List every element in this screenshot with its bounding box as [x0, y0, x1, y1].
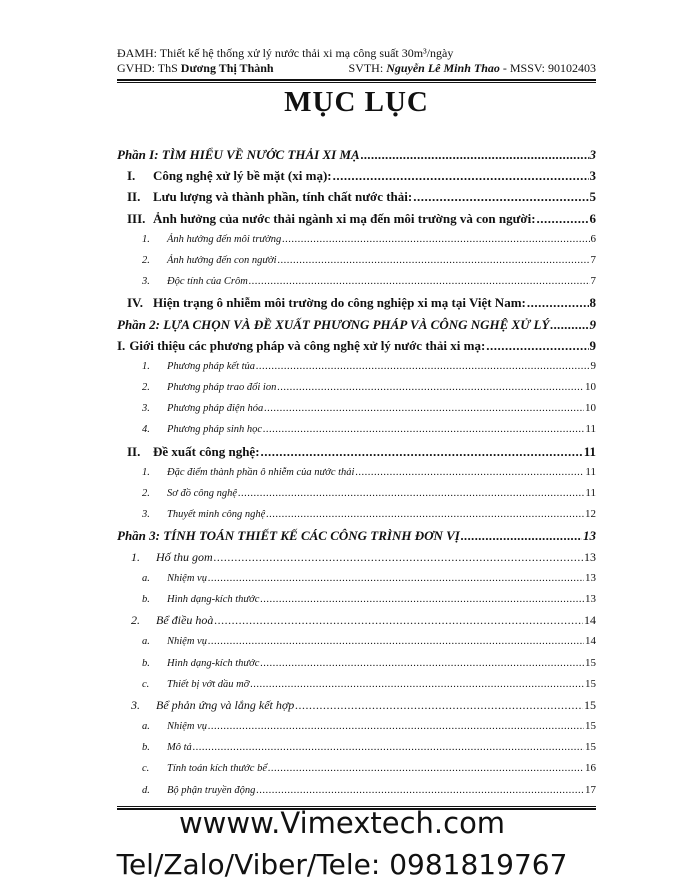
header-people-line — [117, 61, 596, 76]
toc-entry-number: 3. — [142, 509, 150, 521]
toc-entry-label — [142, 250, 277, 271]
toc-entry-label — [142, 631, 207, 652]
header-student: SVTH: Nguyễn Lê Minh Thao - MSSV: 90102403 — [348, 61, 596, 75]
toc-entry-text: Phương pháp điện hóa — [167, 403, 264, 415]
toc-entry-text: Ảnh hưởng của nước thải ngành xi mạ đến môi trường và con người: — [153, 210, 536, 226]
toc-entry[interactable] — [117, 653, 596, 674]
toc-entry-text: Phương pháp trao đổi ion — [167, 382, 277, 394]
toc-entry-text: Lưu lượng và thành phần, tính chất nước thải: — [153, 189, 413, 205]
toc-entry-number: II. — [127, 189, 141, 205]
toc-page-number: 9 — [589, 337, 596, 353]
toc-entry-number: 1. — [131, 549, 140, 564]
toc-entry-text: Bộ phận truyền động — [167, 784, 256, 796]
toc-dot-leader — [260, 653, 584, 674]
advisor-name: Dương Thị Thành — [180, 61, 274, 75]
toc-dot-leader — [214, 610, 583, 631]
toc-page-number: 16 — [585, 762, 596, 775]
toc-entry-number: 3. — [142, 403, 150, 415]
toc-dot-leader — [260, 589, 584, 610]
toc-entry-number: IV. — [127, 295, 144, 311]
toc-page-number: 13 — [584, 549, 596, 564]
toc-entry-text: Mô tả — [167, 742, 192, 754]
toc-entry[interactable] — [117, 144, 596, 165]
toc-dot-leader — [361, 144, 589, 165]
toc-entry[interactable] — [117, 398, 596, 419]
toc-entry-number: d. — [142, 784, 150, 796]
toc-entry[interactable] — [117, 525, 596, 546]
toc-entry[interactable] — [117, 356, 596, 377]
toc-page-number: 17 — [585, 783, 596, 796]
toc-dot-leader — [461, 525, 582, 546]
toc-dot-leader — [277, 377, 584, 398]
toc-entry[interactable] — [117, 631, 596, 652]
toc-entry[interactable] — [117, 462, 596, 483]
toc-page-number: 9 — [590, 359, 596, 372]
header-project-line: ĐAMH: Thiết kế hệ thống xử lý nước thải xi mạ công suất 30m³/ngày — [117, 46, 454, 60]
toc-page-number: 13 — [583, 528, 596, 544]
toc-entry-text: Bể phản ứng và lắng kết hợp — [156, 697, 295, 712]
toc-entry-text: Hình dạng-kích thước — [167, 593, 260, 605]
toc-entry-label — [142, 229, 281, 250]
toc-page-number: 13 — [585, 592, 596, 605]
toc-entry[interactable] — [117, 165, 596, 186]
toc-dot-leader — [550, 314, 588, 335]
toc-entry[interactable] — [117, 419, 596, 440]
toc-entry-number: 1. — [142, 466, 150, 478]
toc-entry-label — [142, 780, 255, 801]
toc-entry[interactable] — [117, 186, 596, 207]
toc-dot-leader — [193, 737, 584, 758]
toc-entry-text: Phần 3: TÍNH TOÁN THIẾT KẾ CÁC CÔNG TRÌNH ĐƠN VỊ — [117, 528, 460, 544]
toc-dot-leader — [268, 758, 584, 779]
toc-page-number: 14 — [584, 613, 596, 628]
toc-entry-text: Đề xuất công nghệ: — [153, 443, 260, 459]
toc-entry-number: b. — [142, 742, 150, 754]
toc-entry[interactable] — [117, 716, 596, 737]
student-name: Nguyễn Lê Minh Thao — [386, 61, 500, 75]
toc-entry-number: 1. — [142, 360, 150, 372]
toc-dot-leader — [261, 441, 583, 462]
toc-entry-text: Hiện trạng ô nhiễm môi trường do công nghiệp xi mạ tại Việt Nam: — [153, 295, 526, 311]
toc-page-number: 3 — [589, 147, 596, 162]
toc-entry[interactable] — [117, 589, 596, 610]
toc-entry-number: 2. — [131, 613, 140, 628]
toc-entry[interactable] — [117, 250, 596, 271]
toc-entry-text: Ảnh hưởng đến môi trường — [167, 233, 282, 245]
toc-entry[interactable] — [117, 674, 596, 695]
toc-page-number: 14 — [585, 635, 596, 648]
toc-entry-text: Nhiệm vụ — [167, 572, 207, 584]
toc-entry-label — [117, 335, 485, 356]
toc-dot-leader — [278, 250, 590, 271]
toc-page-number: 13 — [585, 571, 596, 584]
toc-entry[interactable] — [117, 208, 596, 229]
toc-page-number: 15 — [585, 741, 596, 754]
toc-page-number: 11 — [585, 487, 596, 499]
toc-page-number: 6 — [590, 232, 596, 245]
toc-entry-number: a. — [142, 721, 150, 733]
toc-entry-number: c. — [142, 678, 150, 690]
toc-entry[interactable] — [117, 695, 596, 716]
toc-page-number: 7 — [590, 253, 596, 266]
toc-page-number: 15 — [585, 720, 596, 733]
toc-entry-text: Hình dạng-kích thước — [167, 657, 260, 669]
toc-entry[interactable] — [117, 780, 596, 801]
toc-entry-number: 2. — [142, 488, 150, 499]
toc-entry[interactable] — [117, 610, 596, 631]
toc-entry[interactable] — [117, 314, 596, 335]
toc-entry-text: Giới thiệu các phương pháp và công nghệ xử lý nước thải xi mạ: — [129, 337, 486, 353]
toc-dot-leader — [266, 504, 584, 525]
toc-entry-text: Hố thu gom — [156, 549, 213, 564]
toc-dot-leader — [208, 716, 584, 737]
toc-dot-leader — [333, 165, 589, 186]
toc-entry[interactable] — [117, 335, 596, 356]
toc-entry-label — [127, 208, 536, 229]
toc-page-number: 10 — [585, 381, 596, 394]
toc-entry-text: Ảnh hưởng đến con người — [167, 254, 277, 266]
toc-entry[interactable] — [117, 547, 596, 568]
toc-page-number: 7 — [590, 275, 596, 288]
toc-entry-text: Phương pháp sinh học — [167, 424, 263, 436]
toc-entry-number: 3. — [131, 697, 140, 712]
toc-entry-number: 3. — [142, 276, 150, 288]
toc-entry[interactable] — [117, 737, 596, 758]
toc-page-number: 11 — [585, 465, 596, 478]
toc-entry-label — [117, 144, 360, 165]
toc-page-number: 11 — [585, 423, 596, 436]
toc-page-number: 10 — [585, 402, 596, 415]
toc-entry-text: Phương pháp kết tủa — [167, 360, 256, 372]
toc-entry[interactable] — [117, 441, 596, 462]
toc-entry-label — [127, 186, 412, 207]
toc-entry-number: II. — [127, 443, 141, 459]
table-of-contents — [117, 144, 596, 801]
toc-entry-text: Độc tính của Crôm — [167, 276, 248, 288]
toc-page-number: 15 — [585, 656, 596, 669]
toc-entry-number: I. — [127, 168, 136, 184]
toc-entry-label — [127, 165, 332, 186]
toc-page-number: 6 — [589, 210, 596, 226]
toc-page-number: 9 — [589, 316, 596, 332]
toc-page-number: 3 — [589, 168, 596, 184]
toc-entry-label — [142, 504, 265, 525]
toc-entry-text: Thiết bị vớt dầu mỡ — [167, 678, 250, 690]
toc-entry-label — [142, 462, 354, 483]
toc-entry-label — [117, 525, 460, 546]
toc-entry-label — [131, 695, 294, 716]
toc-dot-leader — [208, 631, 584, 652]
toc-entry[interactable] — [117, 504, 596, 525]
toc-entry-number: b. — [142, 593, 150, 605]
toc-entry[interactable] — [117, 292, 596, 313]
toc-entry[interactable] — [117, 758, 596, 779]
toc-entry-number: b. — [142, 657, 150, 669]
toc-entry-label — [142, 568, 207, 589]
toc-dot-leader — [256, 356, 589, 377]
toc-page-number: 8 — [589, 295, 596, 311]
toc-entry-number: 4. — [142, 424, 150, 436]
header-advisor: GVHD: ThS Dương Thị Thành — [117, 61, 274, 75]
toc-page-number: 15 — [585, 677, 596, 690]
toc-page-number: 12 — [585, 508, 596, 521]
toc-entry-number: a. — [142, 636, 150, 648]
toc-entry-text: Bể điều hoà — [156, 613, 214, 628]
student-id: - MSSV: 90102403 — [499, 61, 596, 75]
toc-dot-leader — [527, 292, 589, 313]
page-header — [117, 46, 596, 76]
toc-entry-label — [142, 737, 192, 758]
toc-entry-label — [142, 419, 262, 440]
toc-dot-leader — [263, 419, 584, 440]
toc-entry-label — [142, 356, 255, 377]
toc-entry-number: I. — [117, 337, 126, 353]
toc-entry[interactable] — [117, 568, 596, 589]
toc-entry-text: Sơ đồ công nghệ — [167, 488, 238, 499]
toc-entry-label — [131, 610, 213, 631]
toc-entry-number: 1. — [142, 233, 150, 245]
toc-entry-text: Tính toán kích thước bể — [167, 763, 267, 775]
toc-entry-text: Phần I: TÌM HIỂU VỀ NƯỚC THẢI XI MẠ — [117, 147, 360, 162]
toc-entry-label — [142, 271, 248, 292]
page-title: MỤC LỤC — [284, 86, 429, 118]
toc-entry-text: Nhiệm vụ — [167, 636, 207, 648]
toc-dot-leader — [413, 186, 588, 207]
toc-entry-text: Nhiệm vụ — [167, 721, 207, 733]
toc-entry-label — [142, 716, 207, 737]
toc-entry-number: 2. — [142, 254, 150, 266]
toc-entry[interactable] — [117, 377, 596, 398]
toc-dot-leader — [238, 483, 584, 504]
toc-entry-label — [117, 314, 549, 335]
toc-dot-leader — [486, 335, 588, 356]
toc-dot-leader — [208, 568, 584, 589]
toc-entry[interactable] — [117, 483, 596, 504]
toc-dot-leader — [249, 271, 590, 292]
toc-dot-leader — [537, 208, 589, 229]
toc-entry[interactable] — [117, 271, 596, 292]
toc-entry-label — [142, 589, 259, 610]
toc-dot-leader — [264, 398, 584, 419]
toc-entry-number: a. — [142, 572, 150, 584]
toc-entry-label — [142, 758, 267, 779]
toc-entry-text: Phần 2: LỰA CHỌN VÀ ĐỀ XUẤT PHƯƠNG PHÁP VÀ CÔNG NGHỆ XỬ LÝ — [117, 316, 550, 332]
toc-page-number: 15 — [584, 697, 596, 712]
toc-dot-leader — [282, 229, 589, 250]
toc-entry-number: III. — [127, 210, 146, 226]
toc-dot-leader — [250, 674, 584, 695]
toc-dot-leader — [355, 462, 584, 483]
toc-entry-label — [127, 441, 260, 462]
toc-dot-leader — [256, 780, 584, 801]
toc-dot-leader — [214, 547, 583, 568]
toc-entry-text: Thuyết minh công nghệ — [167, 509, 266, 521]
toc-page-number: 11 — [583, 443, 596, 459]
toc-entry-label — [142, 674, 249, 695]
toc-page-number: 5 — [589, 189, 596, 205]
toc-entry[interactable] — [117, 229, 596, 250]
toc-entry-text: Đặc điểm thành phần ô nhiễm của nước thải — [167, 466, 355, 478]
toc-entry-label — [142, 377, 276, 398]
toc-entry-label — [142, 483, 237, 504]
toc-entry-label — [131, 547, 213, 568]
toc-entry-number: c. — [142, 763, 150, 775]
toc-entry-number: 2. — [142, 382, 150, 394]
toc-entry-label — [127, 292, 526, 313]
header-divider — [117, 79, 596, 83]
toc-dot-leader — [295, 695, 583, 716]
watermark-contact: Tel/Zalo/Viber/Tele: 0981819767 — [116, 848, 568, 881]
toc-entry-label — [142, 398, 263, 419]
toc-entry-label — [142, 653, 259, 674]
watermark-website: wwww.Vimextech.com — [178, 806, 506, 840]
toc-entry-text: Công nghệ xử lý bề mặt (xi mạ): — [153, 168, 332, 184]
